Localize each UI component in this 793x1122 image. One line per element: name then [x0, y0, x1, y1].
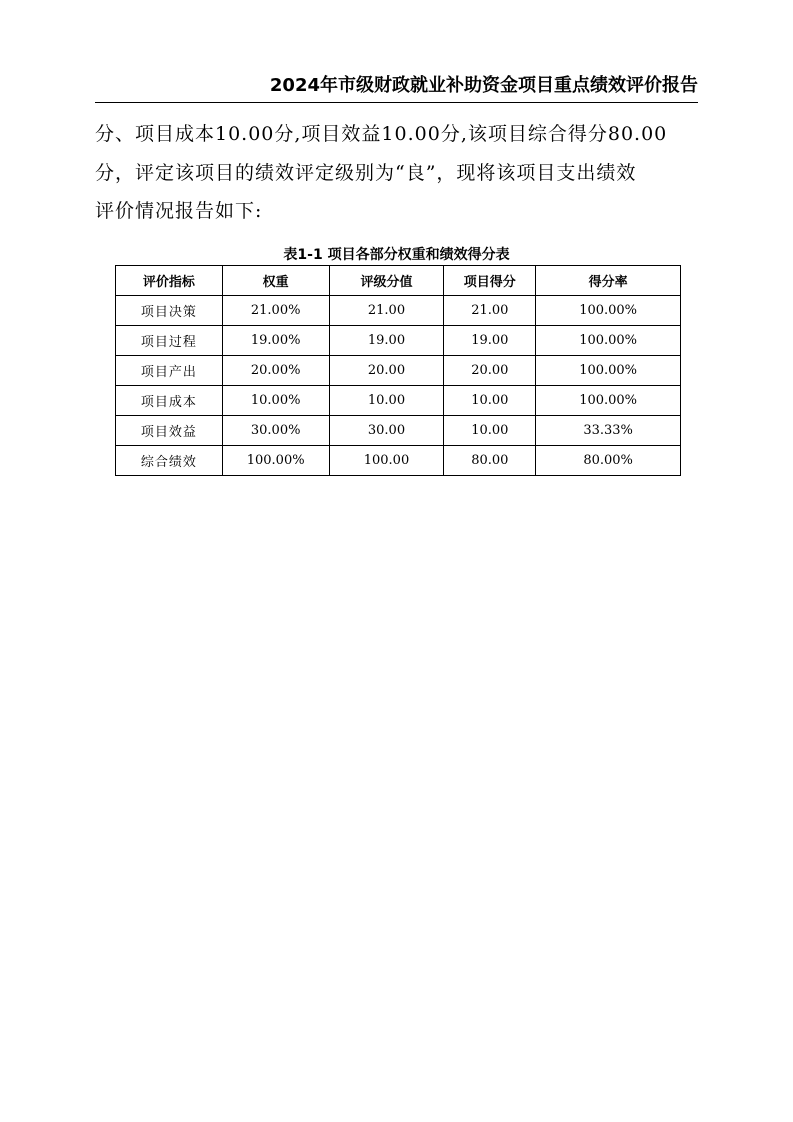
table-header-row [116, 266, 681, 296]
table-row [116, 446, 681, 476]
report-title: 2024年市级财政就业补助资金项目重点绩效评价报告 [269, 75, 698, 96]
cell-rating-score: 100.00 [329, 446, 444, 476]
cell-weight: 30.00% [222, 416, 329, 446]
cell-project-score: 20.00 [444, 356, 536, 386]
cell-score-rate: 33.33% [536, 416, 681, 446]
cell-indicator: 项目决策 [116, 296, 223, 326]
body-paragraph [95, 115, 698, 231]
score-table [115, 265, 681, 476]
body-line-2: 分，评定该项目的绩效评定级别为“良”，现将该项目支出绩效 [95, 161, 637, 184]
table-row [116, 386, 681, 416]
cell-indicator: 项目产出 [116, 356, 223, 386]
cell-score-rate: 100.00% [536, 356, 681, 386]
cell-project-score: 80.00 [444, 446, 536, 476]
cell-weight: 20.00% [222, 356, 329, 386]
header-rating-score: 评级分值 [329, 266, 444, 296]
cell-rating-score: 21.00 [329, 296, 444, 326]
cell-indicator: 综合绩效 [116, 446, 223, 476]
cell-score-rate: 80.00% [536, 446, 681, 476]
table-row [116, 296, 681, 326]
cell-indicator: 项目过程 [116, 326, 223, 356]
cell-project-score: 10.00 [444, 416, 536, 446]
cell-weight: 100.00% [222, 446, 329, 476]
cell-indicator: 项目成本 [116, 386, 223, 416]
cell-rating-score: 30.00 [329, 416, 444, 446]
table-row [116, 326, 681, 356]
cell-weight: 10.00% [222, 386, 329, 416]
cell-rating-score: 10.00 [329, 386, 444, 416]
cell-weight: 21.00% [222, 296, 329, 326]
header-indicator: 评价指标 [116, 266, 223, 296]
body-line-3: 评价情况报告如下: [95, 200, 263, 222]
cell-weight: 19.00% [222, 326, 329, 356]
cell-score-rate: 100.00% [536, 326, 681, 356]
table-row [116, 356, 681, 386]
header-score-rate: 得分率 [536, 266, 681, 296]
cell-score-rate: 100.00% [536, 296, 681, 326]
body-line-1: 分、项目成本10.00分,项目效益10.00分,该项目综合得分80.00 [95, 123, 668, 145]
table-row [116, 416, 681, 446]
cell-indicator: 项目效益 [116, 416, 223, 446]
header-project-score: 项目得分 [444, 266, 536, 296]
table-caption: 表1-1 项目各部分权重和绩效得分表 [283, 247, 510, 263]
header-weight: 权重 [222, 266, 329, 296]
cell-project-score: 10.00 [444, 386, 536, 416]
cell-rating-score: 19.00 [329, 326, 444, 356]
cell-project-score: 19.00 [444, 326, 536, 356]
page-header [95, 72, 698, 103]
cell-score-rate: 100.00% [536, 386, 681, 416]
cell-rating-score: 20.00 [329, 356, 444, 386]
cell-project-score: 21.00 [444, 296, 536, 326]
